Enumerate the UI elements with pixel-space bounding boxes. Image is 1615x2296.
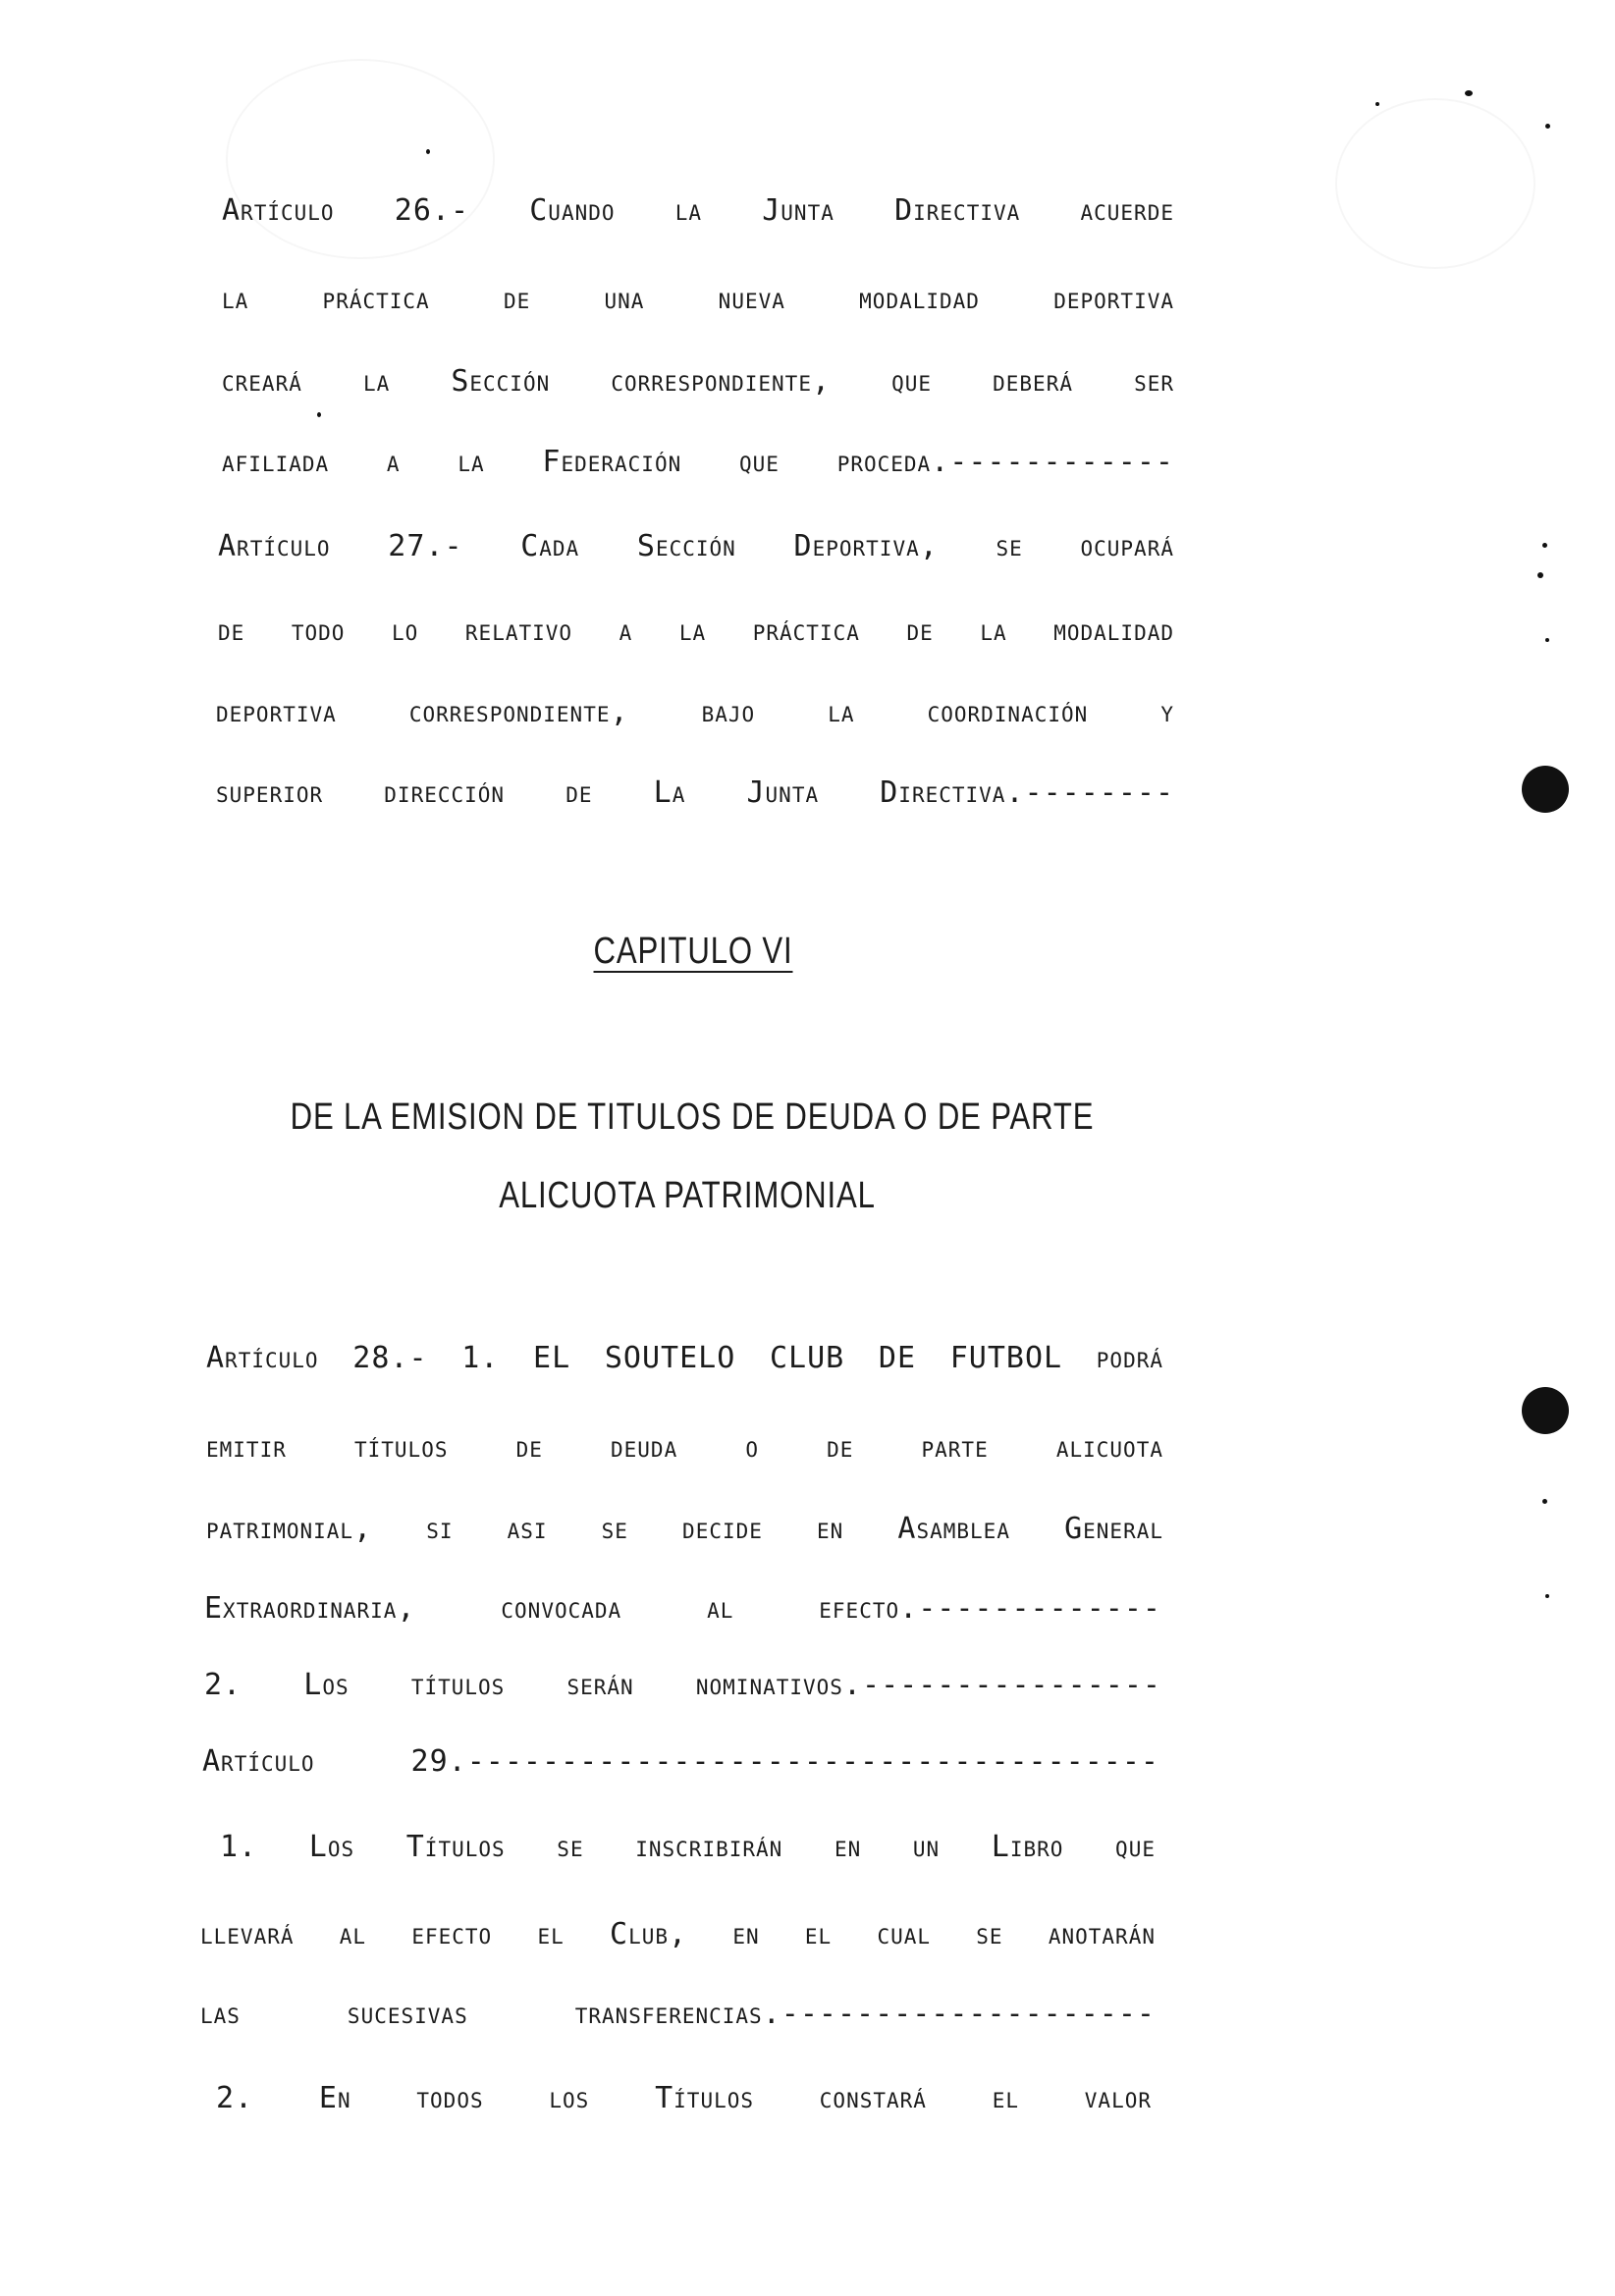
faded-stamp-right (1335, 98, 1535, 269)
speck (1465, 90, 1473, 96)
speck (1542, 1499, 1547, 1504)
speck (426, 149, 430, 154)
speck (1542, 543, 1547, 548)
chapter-number: CAPITULO VI (593, 931, 793, 972)
punch-hole (1522, 766, 1569, 813)
text-line: de todo lo relativo a la práctica de la modalidad (218, 614, 1174, 648)
text-line: emitir títulos de deuda o de parte alicuota (206, 1430, 1163, 1465)
speck (1545, 124, 1550, 129)
text-line: 2. En todos los Títulos constará el valor (216, 2081, 1152, 2115)
text-line: Artículo 28.- 1. EL SOUTELO CLUB DE FUTBOL podrá (206, 1341, 1163, 1375)
speck (1375, 102, 1379, 106)
text-line: patrimonial, si asi se decide en Asamblea General (206, 1512, 1163, 1546)
text-line: deportiva correspondiente, bajo la coordinación y (216, 695, 1174, 729)
text-line: Artículo 27.- Cada Sección Deportiva, se ocupará (218, 529, 1174, 563)
chapter-title-line1: DE LA EMISION DE TITULOS DE DEUDA O DE PARTE (290, 1096, 1095, 1138)
text-line: la práctica de una nueva modalidad deportiva (222, 282, 1174, 316)
speck (1537, 572, 1543, 578)
chapter-title-line2: ALICUOTA PATRIMONIAL (499, 1175, 876, 1216)
punch-hole (1522, 1387, 1569, 1434)
speck (1545, 1594, 1549, 1598)
text-line: 2. Los títulos serán nominativos.---------------- (204, 1668, 1161, 1702)
speck (317, 412, 321, 417)
text-line: llevará al efecto el Club, en el cual se anotarán (200, 1917, 1156, 1951)
text-line: afiliada a la Federación que proceda.------------ (222, 445, 1174, 479)
speck (1545, 638, 1549, 642)
text-line: creará la Sección correspondiente, que deberá ser (222, 364, 1174, 399)
text-line: las sucesivas transferencias.-------------------- (200, 1997, 1156, 2031)
text-line: Artículo 26.- Cuando la Junta Directiva acuerde (222, 193, 1174, 228)
text-line: Artículo 29.------------------------------------- (202, 1744, 1159, 1779)
text-line: superior dirección de La Junta Directiva.-------- (216, 775, 1174, 810)
text-line: Extraordinaria, convocada al efecto.------------- (204, 1591, 1161, 1626)
text-line: 1. Los Títulos se inscribirán en un Libro que (220, 1830, 1156, 1864)
